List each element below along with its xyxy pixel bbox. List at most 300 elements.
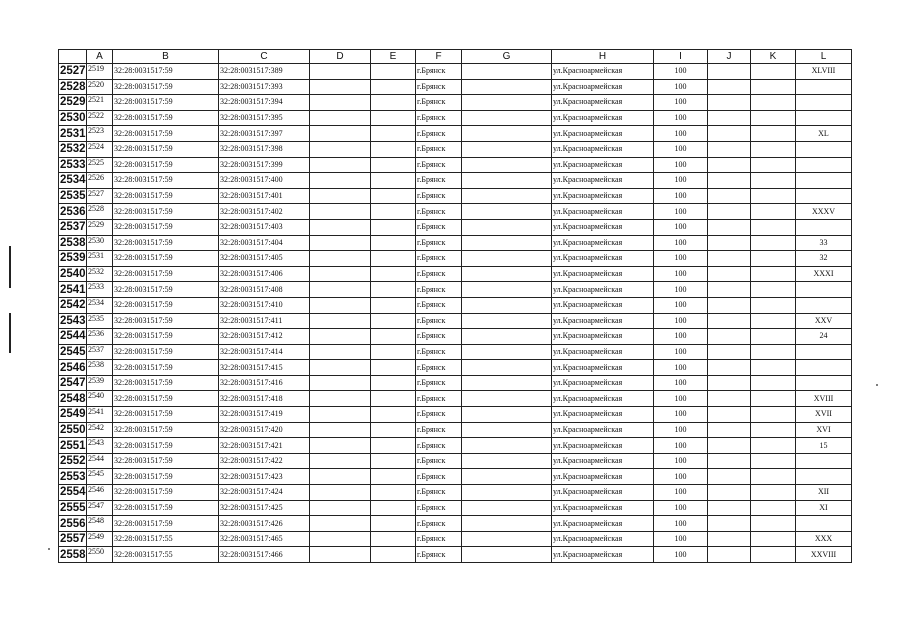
- cell-b: 32:28:0031517:55: [113, 531, 219, 547]
- cell-a: 2534: [87, 297, 113, 313]
- cell-k: [751, 266, 796, 282]
- cell-l: [796, 219, 852, 235]
- cell-b: 32:28:0031517:59: [113, 313, 219, 329]
- cell-j: [708, 500, 751, 516]
- cell-d: [310, 266, 371, 282]
- cell-h: ул.Красноармейская: [552, 126, 654, 142]
- cell-k: [751, 251, 796, 267]
- cell-i: 100: [654, 500, 708, 516]
- table-row: [59, 438, 852, 454]
- cell-g: [462, 126, 552, 142]
- cell-k: [751, 313, 796, 329]
- cell-g: [462, 422, 552, 438]
- cell-a: 2519: [87, 64, 113, 80]
- cell-j: [708, 282, 751, 298]
- cell-f: г.Брянск: [416, 64, 462, 80]
- cell-a: 2523: [87, 126, 113, 142]
- row-number-cell: 2544: [60, 330, 86, 343]
- cell-a: 2546: [87, 485, 113, 501]
- cell-e: [371, 531, 416, 547]
- cell-h: ул.Красноармейская: [552, 360, 654, 376]
- cell-f: г.Брянск: [416, 469, 462, 485]
- table-row: [59, 422, 852, 438]
- cell-e: [371, 344, 416, 360]
- cell-k: [751, 547, 796, 563]
- table-row: [59, 313, 852, 329]
- cell-e: [371, 313, 416, 329]
- cell-b: 32:28:0031517:59: [113, 173, 219, 189]
- cell-d: [310, 360, 371, 376]
- cell-d: [310, 469, 371, 485]
- row-number-cell: 2540: [60, 268, 86, 281]
- cell-f: г.Брянск: [416, 188, 462, 204]
- cell-h: ул.Красноармейская: [552, 157, 654, 173]
- cell-f: г.Брянск: [416, 516, 462, 532]
- cell-d: [310, 297, 371, 313]
- cell-l: XVI: [796, 422, 852, 438]
- cell-d: [310, 95, 371, 111]
- cell-h: ул.Красноармейская: [552, 407, 654, 423]
- table-row: [59, 391, 852, 407]
- cell-f: г.Брянск: [416, 360, 462, 376]
- cell-c: 32:28:0031517:426: [219, 516, 310, 532]
- cell-l: 15: [796, 438, 852, 454]
- table-row: [59, 531, 852, 547]
- cell-f: г.Брянск: [416, 438, 462, 454]
- cell-i: 100: [654, 204, 708, 220]
- cell-f: г.Брянск: [416, 375, 462, 391]
- cell-h: ул.Красноармейская: [552, 438, 654, 454]
- cell-d: [310, 204, 371, 220]
- table-row: [59, 547, 852, 563]
- cell-g: [462, 516, 552, 532]
- cell-d: [310, 438, 371, 454]
- cell-d: [310, 251, 371, 267]
- table-row: [59, 126, 852, 142]
- margin-mark: [9, 246, 11, 288]
- cell-k: [751, 219, 796, 235]
- cell-a: 2538: [87, 360, 113, 376]
- cell-b: 32:28:0031517:59: [113, 297, 219, 313]
- scan-speck: [876, 384, 878, 386]
- table-row: [59, 251, 852, 267]
- cell-h: ул.Красноармейская: [552, 235, 654, 251]
- cell-i: 100: [654, 79, 708, 95]
- cell-k: [751, 282, 796, 298]
- cell-f: г.Брянск: [416, 157, 462, 173]
- cell-j: [708, 235, 751, 251]
- cell-i: 100: [654, 422, 708, 438]
- cell-f: г.Брянск: [416, 141, 462, 157]
- cell-g: [462, 188, 552, 204]
- cell-i: 100: [654, 235, 708, 251]
- table-row: [59, 329, 852, 345]
- cell-j: [708, 173, 751, 189]
- cell-j: [708, 547, 751, 563]
- column-header-e: E: [371, 50, 416, 64]
- cell-j: [708, 157, 751, 173]
- table-row: [59, 297, 852, 313]
- cell-g: [462, 344, 552, 360]
- cell-l: XVII: [796, 407, 852, 423]
- cell-c: 32:28:0031517:408: [219, 282, 310, 298]
- cell-a: 2550: [87, 547, 113, 563]
- cell-g: [462, 391, 552, 407]
- cell-a: 2547: [87, 500, 113, 516]
- spreadsheet-table: [58, 49, 852, 563]
- cell-i: 100: [654, 251, 708, 267]
- cell-f: г.Брянск: [416, 453, 462, 469]
- row-number-cell: 2533: [60, 158, 86, 171]
- cell-f: г.Брянск: [416, 485, 462, 501]
- cell-g: [462, 141, 552, 157]
- cell-j: [708, 297, 751, 313]
- table-row: [59, 469, 852, 485]
- cell-f: г.Брянск: [416, 173, 462, 189]
- cell-e: [371, 126, 416, 142]
- cell-l: XXXV: [796, 204, 852, 220]
- cell-c: 32:28:0031517:414: [219, 344, 310, 360]
- cell-b: 32:28:0031517:59: [113, 157, 219, 173]
- margin-mark: [9, 313, 11, 353]
- cell-i: 100: [654, 173, 708, 189]
- cell-k: [751, 469, 796, 485]
- cell-j: [708, 422, 751, 438]
- cell-l: [796, 95, 852, 111]
- cell-g: [462, 157, 552, 173]
- cell-a: 2540: [87, 391, 113, 407]
- row-number-cell: 2531: [60, 127, 86, 140]
- cell-c: 32:28:0031517:410: [219, 297, 310, 313]
- cell-c: 32:28:0031517:403: [219, 219, 310, 235]
- cell-f: г.Брянск: [416, 266, 462, 282]
- cell-f: г.Брянск: [416, 391, 462, 407]
- cell-b: 32:28:0031517:59: [113, 500, 219, 516]
- cell-e: [371, 375, 416, 391]
- table-row: [59, 500, 852, 516]
- cell-l: XL: [796, 126, 852, 142]
- cell-j: [708, 469, 751, 485]
- cell-a: 2548: [87, 516, 113, 532]
- cell-l: XXV: [796, 313, 852, 329]
- cell-l: 32: [796, 251, 852, 267]
- cell-d: [310, 110, 371, 126]
- cell-g: [462, 547, 552, 563]
- cell-a: 2524: [87, 141, 113, 157]
- cell-a: 2521: [87, 95, 113, 111]
- cell-g: [462, 251, 552, 267]
- cell-a: 2529: [87, 219, 113, 235]
- cell-g: [462, 204, 552, 220]
- cell-d: [310, 235, 371, 251]
- cell-k: [751, 141, 796, 157]
- cell-b: 32:28:0031517:59: [113, 266, 219, 282]
- row-number-cell: 2555: [60, 501, 86, 514]
- cell-b: 32:28:0031517:59: [113, 95, 219, 111]
- cell-c: 32:28:0031517:419: [219, 407, 310, 423]
- cell-d: [310, 126, 371, 142]
- cell-a: 2520: [87, 79, 113, 95]
- cell-g: [462, 453, 552, 469]
- column-header-c: C: [219, 50, 310, 64]
- cell-a: 2545: [87, 469, 113, 485]
- cell-b: 32:28:0031517:59: [113, 110, 219, 126]
- cell-g: [462, 438, 552, 454]
- cell-i: 100: [654, 407, 708, 423]
- cell-e: [371, 266, 416, 282]
- cell-h: ул.Красноармейская: [552, 516, 654, 532]
- cell-a: 2528: [87, 204, 113, 220]
- row-number-cell: 2542: [60, 299, 86, 312]
- table-row: [59, 188, 852, 204]
- cell-b: 32:28:0031517:59: [113, 375, 219, 391]
- cell-j: [708, 95, 751, 111]
- cell-f: г.Брянск: [416, 219, 462, 235]
- cell-c: 32:28:0031517:399: [219, 157, 310, 173]
- cell-a: 2539: [87, 375, 113, 391]
- cell-f: г.Брянск: [416, 204, 462, 220]
- cell-c: 32:28:0031517:402: [219, 204, 310, 220]
- cell-k: [751, 438, 796, 454]
- cell-e: [371, 407, 416, 423]
- cell-k: [751, 531, 796, 547]
- table-row: [59, 157, 852, 173]
- cell-g: [462, 313, 552, 329]
- column-header-j: J: [708, 50, 751, 64]
- cell-l: [796, 188, 852, 204]
- cell-k: [751, 329, 796, 345]
- cell-f: г.Брянск: [416, 297, 462, 313]
- cell-f: г.Брянск: [416, 531, 462, 547]
- table-row: [59, 375, 852, 391]
- table-row: [59, 173, 852, 189]
- cell-d: [310, 313, 371, 329]
- cell-i: 100: [654, 485, 708, 501]
- cell-j: [708, 188, 751, 204]
- row-number-cell: 2557: [60, 533, 86, 546]
- cell-l: 33: [796, 235, 852, 251]
- cell-d: [310, 219, 371, 235]
- cell-f: г.Брянск: [416, 126, 462, 142]
- row-number-cell: 2535: [60, 190, 86, 203]
- row-number-cell: 2530: [60, 112, 86, 125]
- cell-b: 32:28:0031517:59: [113, 79, 219, 95]
- cell-b: 32:28:0031517:59: [113, 329, 219, 345]
- cell-h: ул.Красноармейская: [552, 344, 654, 360]
- cell-j: [708, 266, 751, 282]
- cell-g: [462, 531, 552, 547]
- cell-c: 32:28:0031517:423: [219, 469, 310, 485]
- cell-d: [310, 64, 371, 80]
- cell-b: 32:28:0031517:59: [113, 188, 219, 204]
- cell-e: [371, 157, 416, 173]
- row-number-cell: 2539: [60, 252, 86, 265]
- cell-g: [462, 235, 552, 251]
- cell-l: [796, 453, 852, 469]
- cell-c: 32:28:0031517:406: [219, 266, 310, 282]
- cell-f: г.Брянск: [416, 251, 462, 267]
- cell-d: [310, 422, 371, 438]
- cell-b: 32:28:0031517:59: [113, 469, 219, 485]
- cell-a: 2533: [87, 282, 113, 298]
- cell-e: [371, 64, 416, 80]
- cell-k: [751, 422, 796, 438]
- cell-d: [310, 157, 371, 173]
- cell-j: [708, 329, 751, 345]
- cell-b: 32:28:0031517:59: [113, 391, 219, 407]
- cell-f: г.Брянск: [416, 95, 462, 111]
- cell-e: [371, 188, 416, 204]
- cell-a: 2535: [87, 313, 113, 329]
- row-number-cell: 2546: [60, 361, 86, 374]
- cell-h: ул.Красноармейская: [552, 297, 654, 313]
- cell-h: ул.Красноармейская: [552, 219, 654, 235]
- cell-g: [462, 375, 552, 391]
- cell-h: ул.Красноармейская: [552, 79, 654, 95]
- column-header-l: L: [796, 50, 852, 64]
- cell-l: [796, 110, 852, 126]
- cell-l: XXX: [796, 531, 852, 547]
- cell-g: [462, 266, 552, 282]
- cell-l: [796, 157, 852, 173]
- cell-h: ул.Красноармейская: [552, 329, 654, 345]
- cell-c: 32:28:0031517:400: [219, 173, 310, 189]
- cell-l: [796, 141, 852, 157]
- cell-i: 100: [654, 453, 708, 469]
- cell-k: [751, 95, 796, 111]
- cell-l: [796, 469, 852, 485]
- cell-i: 100: [654, 95, 708, 111]
- cell-i: 100: [654, 297, 708, 313]
- cell-i: 100: [654, 344, 708, 360]
- cell-k: [751, 407, 796, 423]
- table-row: [59, 407, 852, 423]
- cell-f: г.Брянск: [416, 313, 462, 329]
- cell-g: [462, 79, 552, 95]
- table-row: [59, 95, 852, 111]
- cell-c: 32:28:0031517:395: [219, 110, 310, 126]
- cell-j: [708, 313, 751, 329]
- cell-l: XVIII: [796, 391, 852, 407]
- cell-i: 100: [654, 110, 708, 126]
- cell-c: 32:28:0031517:425: [219, 500, 310, 516]
- table-row: [59, 219, 852, 235]
- cell-h: ул.Красноармейская: [552, 251, 654, 267]
- cell-f: г.Брянск: [416, 422, 462, 438]
- cell-i: 100: [654, 360, 708, 376]
- cell-c: 32:28:0031517:405: [219, 251, 310, 267]
- row-number-cell: 2558: [60, 548, 86, 561]
- row-number-cell: 2553: [60, 470, 86, 483]
- cell-j: [708, 531, 751, 547]
- cell-c: 32:28:0031517:466: [219, 547, 310, 563]
- cell-l: [796, 375, 852, 391]
- cell-k: [751, 64, 796, 80]
- cell-h: ул.Красноармейская: [552, 173, 654, 189]
- cell-e: [371, 219, 416, 235]
- cell-d: [310, 375, 371, 391]
- cell-b: 32:28:0031517:59: [113, 407, 219, 423]
- cell-g: [462, 219, 552, 235]
- cell-h: ул.Красноармейская: [552, 469, 654, 485]
- cell-a: 2527: [87, 188, 113, 204]
- cell-b: 32:28:0031517:59: [113, 282, 219, 298]
- cell-a: 2543: [87, 438, 113, 454]
- cell-e: [371, 329, 416, 345]
- column-header-g: G: [462, 50, 552, 64]
- cell-h: ул.Красноармейская: [552, 531, 654, 547]
- cell-i: 100: [654, 219, 708, 235]
- cell-j: [708, 126, 751, 142]
- cell-b: 32:28:0031517:59: [113, 453, 219, 469]
- cell-d: [310, 547, 371, 563]
- cell-l: [796, 173, 852, 189]
- cell-e: [371, 110, 416, 126]
- cell-f: г.Брянск: [416, 79, 462, 95]
- cell-j: [708, 375, 751, 391]
- cell-j: [708, 219, 751, 235]
- cell-e: [371, 173, 416, 189]
- cell-i: 100: [654, 141, 708, 157]
- cell-d: [310, 531, 371, 547]
- row-number-cell: 2550: [60, 423, 86, 436]
- cell-a: 2525: [87, 157, 113, 173]
- cell-l: [796, 360, 852, 376]
- column-header-row: [59, 50, 852, 64]
- cell-k: [751, 375, 796, 391]
- cell-j: [708, 79, 751, 95]
- column-header-b: B: [113, 50, 219, 64]
- cell-l: XXXI: [796, 266, 852, 282]
- cell-e: [371, 79, 416, 95]
- row-number-cell: 2551: [60, 439, 86, 452]
- cell-i: 100: [654, 126, 708, 142]
- cell-d: [310, 329, 371, 345]
- cell-g: [462, 329, 552, 345]
- cell-g: [462, 173, 552, 189]
- cell-h: ул.Красноармейская: [552, 266, 654, 282]
- cell-b: 32:28:0031517:59: [113, 126, 219, 142]
- cell-a: 2530: [87, 235, 113, 251]
- cell-e: [371, 516, 416, 532]
- cell-l: [796, 282, 852, 298]
- cell-k: [751, 173, 796, 189]
- cell-b: 32:28:0031517:55: [113, 547, 219, 563]
- row-number-cell: 2548: [60, 392, 86, 405]
- column-header-f: F: [416, 50, 462, 64]
- cell-g: [462, 110, 552, 126]
- cell-a: 2532: [87, 266, 113, 282]
- column-header-h: H: [552, 50, 654, 64]
- cell-g: [462, 407, 552, 423]
- row-number-cell: 2552: [60, 455, 86, 468]
- cell-k: [751, 360, 796, 376]
- cell-g: [462, 64, 552, 80]
- corner-header-cell: [59, 50, 87, 64]
- cell-e: [371, 141, 416, 157]
- cell-k: [751, 110, 796, 126]
- cell-h: ул.Красноармейская: [552, 282, 654, 298]
- column-header-d: D: [310, 50, 371, 64]
- cell-k: [751, 235, 796, 251]
- table-body: [59, 64, 852, 563]
- cell-h: ул.Красноармейская: [552, 64, 654, 80]
- cell-e: [371, 438, 416, 454]
- row-number-cell: 2556: [60, 517, 86, 530]
- cell-i: 100: [654, 313, 708, 329]
- row-number-cell: 2529: [60, 96, 86, 109]
- table-row: [59, 141, 852, 157]
